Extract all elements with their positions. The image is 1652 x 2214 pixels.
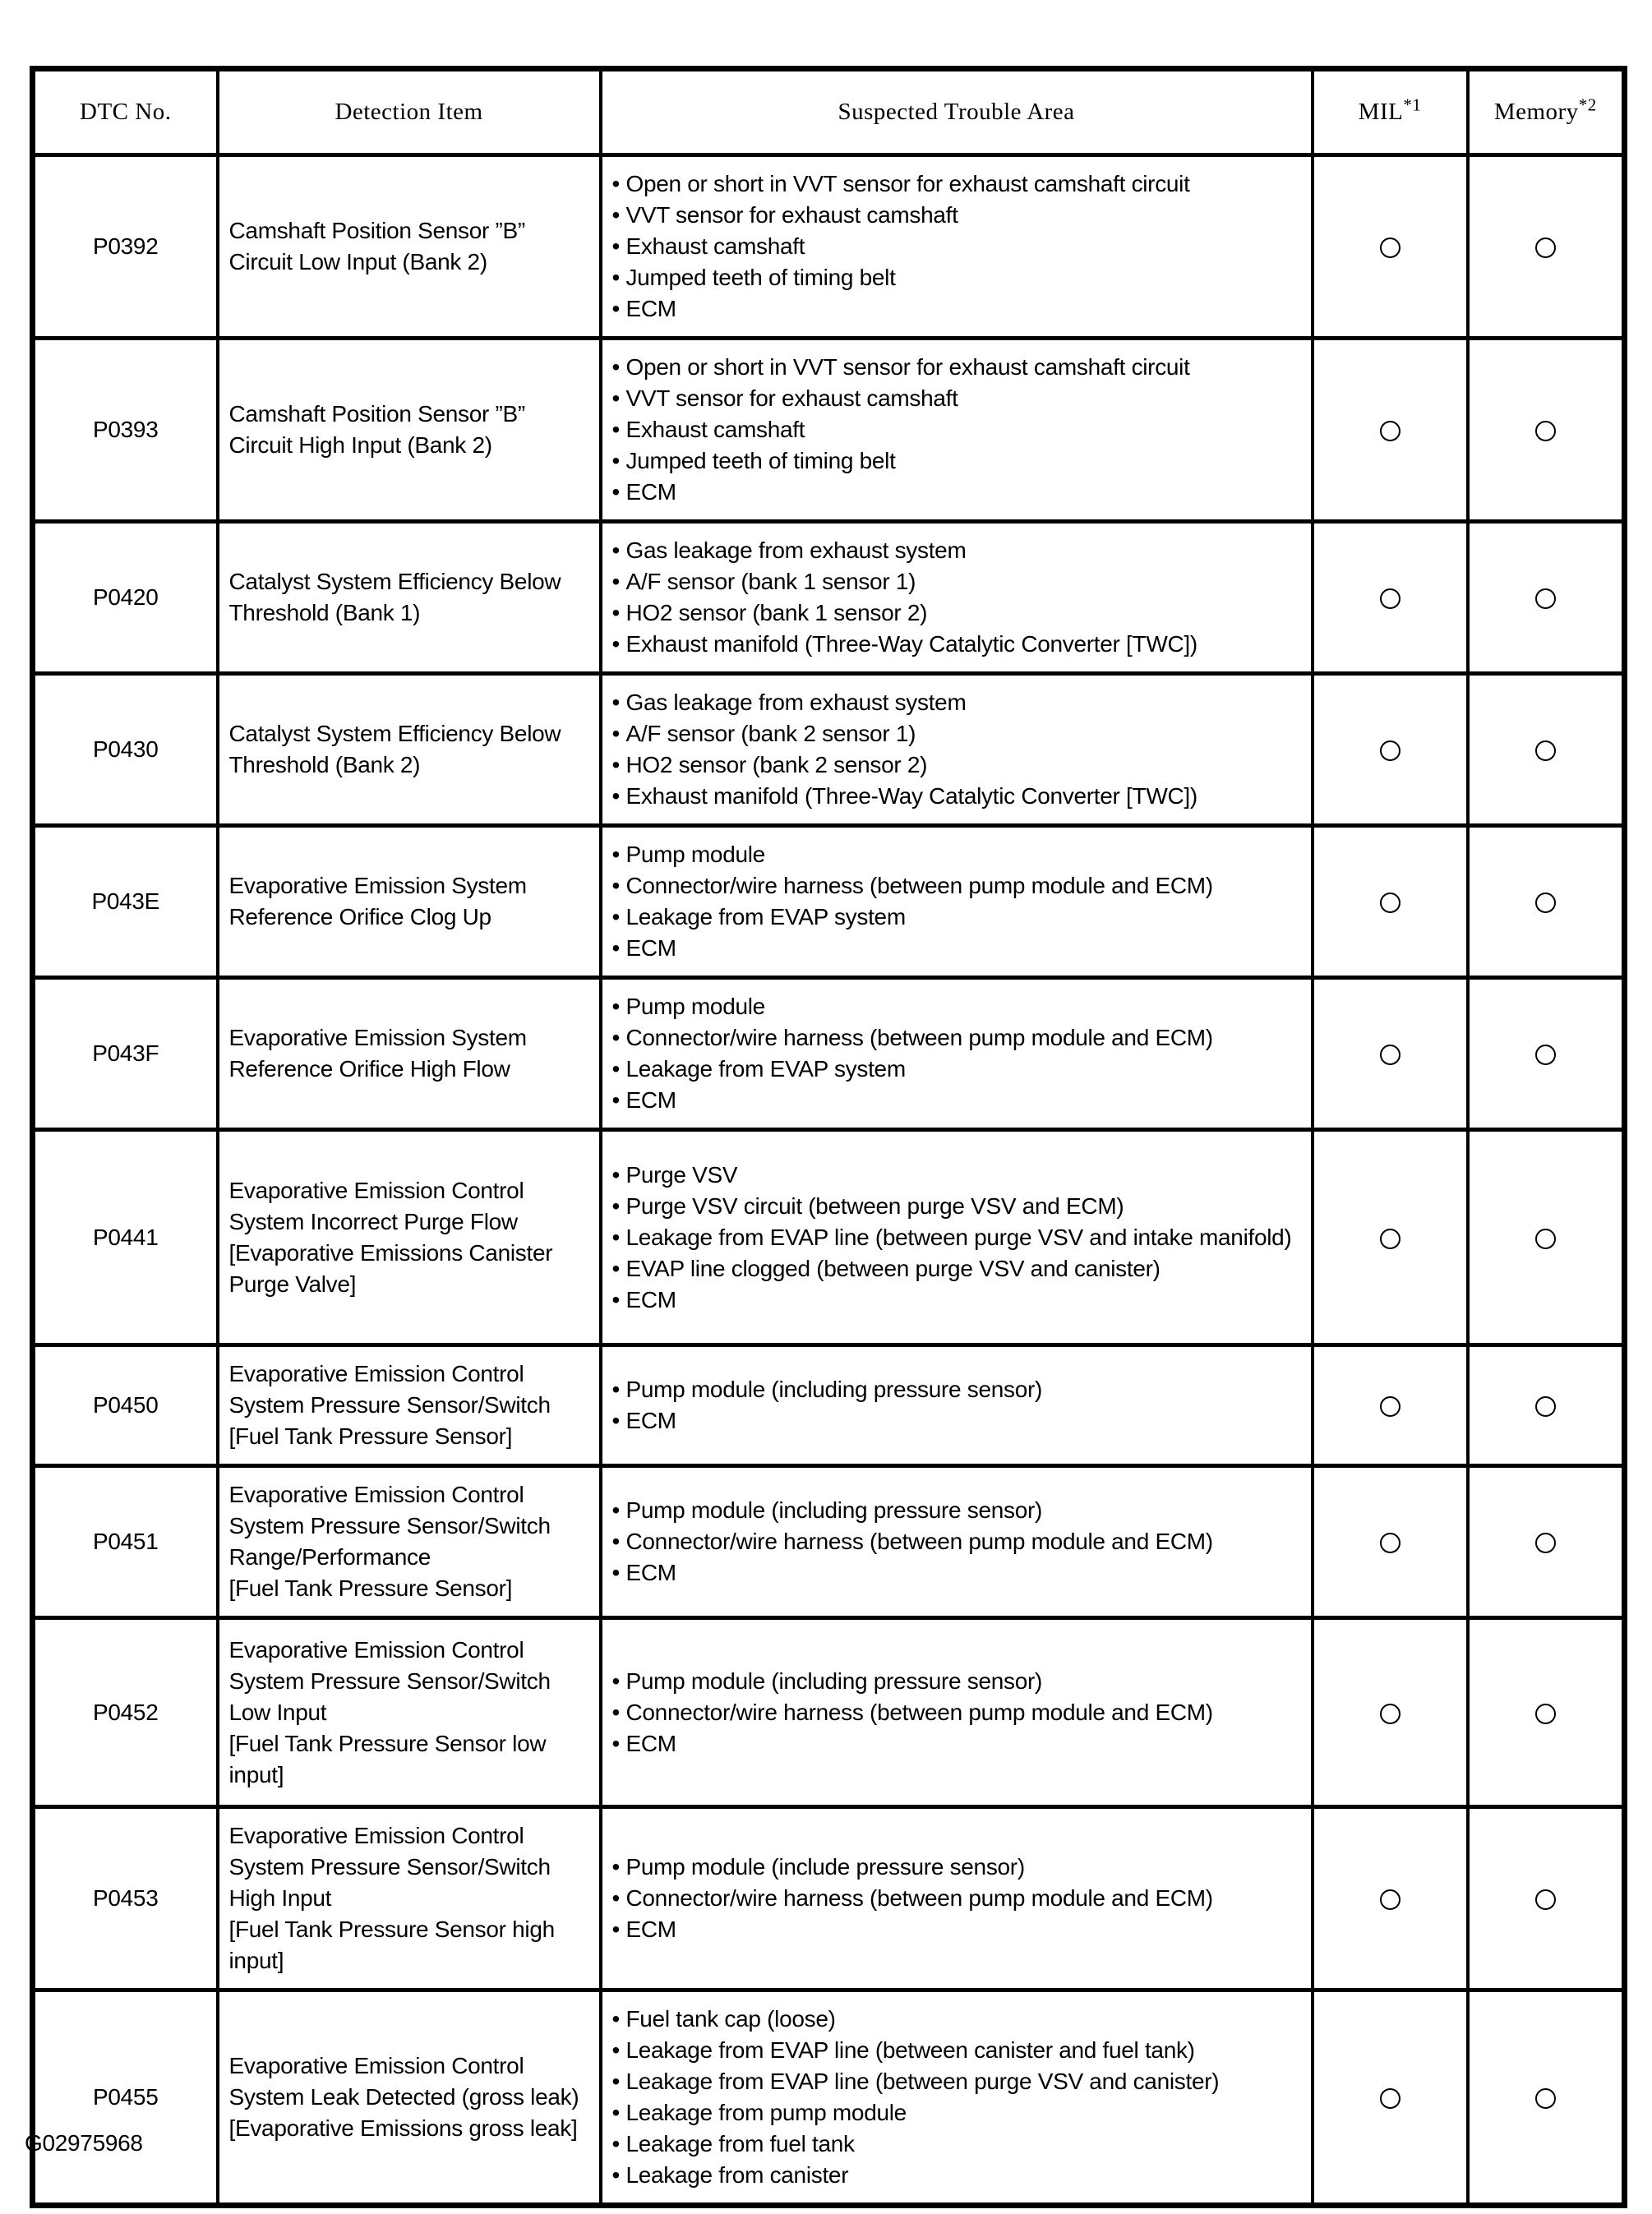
circle-mark-icon — [1380, 1704, 1401, 1724]
trouble-cell — [601, 1345, 1313, 1466]
column-header-mil — [1313, 69, 1468, 155]
circle-mark-icon — [1535, 2088, 1556, 2109]
trouble-item: • Jumped teeth of timing belt — [612, 445, 1304, 477]
column-header-suspected-trouble-area — [601, 69, 1313, 155]
trouble-item: • ECM — [612, 1405, 1304, 1437]
memory-cell — [1468, 1130, 1625, 1345]
trouble-item: • Fuel tank cap (loose) — [612, 2004, 1304, 2035]
trouble-item: • HO2 sensor (bank 2 sensor 2) — [612, 750, 1304, 781]
memory-cell — [1468, 1466, 1625, 1618]
memory-cell — [1468, 826, 1625, 978]
detection-text: Catalyst System Efficiency Below Threshold (Bank 1) — [228, 569, 561, 625]
trouble-item: • Leakage from EVAP system — [612, 902, 1304, 933]
mil-cell — [1313, 978, 1468, 1130]
trouble-item: • Pump module (including pressure sensor) — [612, 1374, 1304, 1405]
detection-item — [218, 1466, 601, 1618]
trouble-item: • Leakage from EVAP system — [612, 1054, 1304, 1085]
circle-mark-icon — [1380, 588, 1401, 609]
detection-text: [Fuel Tank Pressure Sensor] — [228, 1423, 513, 1449]
detection-item — [218, 339, 601, 522]
mil-cell — [1313, 1466, 1468, 1618]
table-row — [33, 1345, 1625, 1466]
trouble-cell — [601, 155, 1313, 339]
dtc-table-header — [33, 69, 1625, 155]
circle-mark-icon — [1535, 238, 1556, 258]
trouble-item: • HO2 sensor (bank 1 sensor 2) — [612, 597, 1304, 629]
circle-mark-icon — [1380, 893, 1401, 913]
trouble-list — [612, 2004, 1304, 2191]
table-row — [33, 1618, 1625, 1807]
trouble-list — [612, 687, 1304, 812]
memory-cell — [1468, 1345, 1625, 1466]
trouble-list — [612, 168, 1304, 325]
trouble-list — [612, 991, 1304, 1116]
circle-mark-icon — [1535, 588, 1556, 609]
mil-cell — [1313, 339, 1468, 522]
circle-mark-icon — [1380, 238, 1401, 258]
table-row — [33, 674, 1625, 826]
detection-text: [Evaporative Emissions gross leak] — [228, 2115, 578, 2141]
trouble-item: • Leakage from EVAP line (between purge VSV and canister) — [612, 2066, 1304, 2097]
trouble-item: • ECM — [612, 1914, 1304, 1945]
table-row — [33, 1466, 1625, 1618]
dtc-code: P0455 — [33, 1990, 218, 2206]
detection-item — [218, 1618, 601, 1807]
circle-mark-icon — [1535, 421, 1556, 441]
circle-mark-icon — [1380, 740, 1401, 761]
dtc-code: P0393 — [33, 339, 218, 522]
detection-text: Evaporative Emission Control System Pressure Sensor/Switch Range/Performance — [228, 1482, 551, 1570]
trouble-cell — [601, 1618, 1313, 1807]
mil-cell — [1313, 155, 1468, 339]
column-header-label: Memory — [1493, 99, 1579, 125]
trouble-cell — [601, 978, 1313, 1130]
trouble-item: • ECM — [612, 293, 1304, 325]
dtc-table — [30, 66, 1627, 2208]
trouble-cell — [601, 522, 1313, 674]
trouble-item: • Connector/wire harness (between pump module and ECM) — [612, 1526, 1304, 1557]
mil-cell — [1313, 1990, 1468, 2206]
trouble-item: • ECM — [612, 1557, 1304, 1589]
trouble-item: • Leakage from EVAP line (between purge VSV and intake manifold) — [612, 1222, 1304, 1253]
circle-mark-icon — [1380, 1533, 1401, 1553]
trouble-item: • Purge VSV circuit (between purge VSV and ECM) — [612, 1191, 1304, 1222]
trouble-item: • Exhaust camshaft — [612, 231, 1304, 262]
trouble-item: • Leakage from EVAP line (between canister and fuel tank) — [612, 2035, 1304, 2066]
mil-cell — [1313, 674, 1468, 826]
detection-item — [218, 1345, 601, 1466]
trouble-list — [612, 1666, 1304, 1760]
table-row — [33, 155, 1625, 339]
trouble-item: • Exhaust manifold (Three-Way Catalytic Converter [TWC]) — [612, 629, 1304, 660]
detection-item — [218, 1990, 601, 2206]
table-row — [33, 1990, 1625, 2206]
circle-mark-icon — [1380, 1889, 1401, 1910]
circle-mark-icon — [1535, 893, 1556, 913]
header-row — [33, 69, 1625, 155]
trouble-list — [612, 1852, 1304, 1945]
trouble-item: • Gas leakage from exhaust system — [612, 687, 1304, 718]
circle-mark-icon — [1380, 2088, 1401, 2109]
column-header-label: MIL — [1358, 99, 1404, 125]
mil-cell — [1313, 1345, 1468, 1466]
dtc-code: P043E — [33, 826, 218, 978]
detection-text: Evaporative Emission Control System Pressure Sensor/Switch Low Input — [228, 1636, 551, 1725]
trouble-item: • Pump module — [612, 991, 1304, 1022]
trouble-list — [612, 1160, 1304, 1316]
table-row — [33, 339, 1625, 522]
mil-cell — [1313, 522, 1468, 674]
mil-cell — [1313, 1807, 1468, 1990]
dtc-code: P043F — [33, 978, 218, 1130]
trouble-item: • ECM — [612, 477, 1304, 508]
table-row — [33, 522, 1625, 674]
memory-cell — [1468, 155, 1625, 339]
trouble-item: • Connector/wire harness (between pump module and ECM) — [612, 1883, 1304, 1914]
circle-mark-icon — [1380, 1229, 1401, 1249]
dtc-table-body — [33, 155, 1625, 2206]
trouble-item: • Connector/wire harness (between pump module and ECM) — [612, 870, 1304, 902]
circle-mark-icon — [1535, 740, 1556, 761]
trouble-item: • Open or short in VVT sensor for exhaust camshaft circuit — [612, 168, 1304, 200]
column-header-label: Suspected Trouble Area — [838, 99, 1075, 125]
mil-cell — [1313, 826, 1468, 978]
detection-text: Evaporative Emission Control System Pressure Sensor/Switch High Input — [228, 1823, 551, 1911]
column-header-label: DTC No. — [80, 99, 172, 125]
figure-id: G02975968 — [25, 2130, 143, 2156]
circle-mark-icon — [1535, 1889, 1556, 1910]
dtc-code: P0420 — [33, 522, 218, 674]
dtc-code: P0450 — [33, 1345, 218, 1466]
trouble-list — [612, 839, 1304, 964]
trouble-cell — [601, 339, 1313, 522]
trouble-item: • Gas leakage from exhaust system — [612, 535, 1304, 566]
trouble-cell — [601, 1130, 1313, 1345]
dtc-code: P0392 — [33, 155, 218, 339]
trouble-item: • Pump module (including pressure sensor) — [612, 1495, 1304, 1526]
circle-mark-icon — [1535, 1045, 1556, 1065]
memory-cell — [1468, 978, 1625, 1130]
trouble-item: • Pump module (include pressure sensor) — [612, 1852, 1304, 1883]
trouble-item: • Exhaust camshaft — [612, 414, 1304, 445]
dtc-code: P0453 — [33, 1807, 218, 1990]
detection-item — [218, 155, 601, 339]
trouble-item: • Leakage from canister — [612, 2160, 1304, 2191]
trouble-item: • ECM — [612, 1085, 1304, 1116]
circle-mark-icon — [1535, 1704, 1556, 1724]
memory-cell — [1468, 1807, 1625, 1990]
column-header-detection-item — [218, 69, 601, 155]
detection-text: Evaporative Emission Control System Incorrect Purge Flow — [228, 1177, 524, 1234]
trouble-cell — [601, 674, 1313, 826]
detection-item — [218, 1130, 601, 1345]
detection-text: Evaporative Emission Control System Pressure Sensor/Switch — [228, 1361, 551, 1418]
trouble-item: • VVT sensor for exhaust camshaft — [612, 200, 1304, 231]
trouble-item: • Pump module — [612, 839, 1304, 870]
detection-text: Evaporative Emission Control System Leak Detected (gross leak) — [228, 2053, 579, 2110]
trouble-cell — [601, 1807, 1313, 1990]
trouble-list — [612, 535, 1304, 660]
dtc-code: P0430 — [33, 674, 218, 826]
circle-mark-icon — [1380, 1045, 1401, 1065]
detection-text: [Fuel Tank Pressure Sensor high input] — [228, 1916, 555, 1973]
detection-text: Evaporative Emission System Reference Orifice High Flow — [228, 1025, 527, 1082]
trouble-item: • Jumped teeth of timing belt — [612, 262, 1304, 293]
circle-mark-icon — [1535, 1229, 1556, 1249]
trouble-item: • Purge VSV — [612, 1160, 1304, 1191]
table-row — [33, 978, 1625, 1130]
trouble-item: • Exhaust manifold (Three-Way Catalytic Converter [TWC]) — [612, 781, 1304, 812]
memory-cell — [1468, 1990, 1625, 2206]
dtc-code: P0441 — [33, 1130, 218, 1345]
table-row — [33, 826, 1625, 978]
trouble-item: • A/F sensor (bank 2 sensor 1) — [612, 718, 1304, 750]
trouble-item: • Open or short in VVT sensor for exhaust camshaft circuit — [612, 352, 1304, 383]
circle-mark-icon — [1380, 421, 1401, 441]
detection-item — [218, 978, 601, 1130]
trouble-item: • EVAP line clogged (between purge VSV and canister) — [612, 1253, 1304, 1285]
mil-cell — [1313, 1130, 1468, 1345]
detection-item — [218, 826, 601, 978]
trouble-list — [612, 352, 1304, 508]
footnote-marker-2: *2 — [1578, 95, 1597, 115]
circle-mark-icon — [1380, 1396, 1401, 1417]
detection-item — [218, 522, 601, 674]
memory-cell — [1468, 674, 1625, 826]
trouble-item: • VVT sensor for exhaust camshaft — [612, 383, 1304, 414]
memory-cell — [1468, 522, 1625, 674]
detection-item — [218, 1807, 601, 1990]
table-row — [33, 1807, 1625, 1990]
column-header-label: Detection Item — [335, 99, 483, 125]
circle-mark-icon — [1535, 1533, 1556, 1553]
detection-text: [Fuel Tank Pressure Sensor] — [228, 1575, 513, 1601]
trouble-item: • ECM — [612, 1285, 1304, 1316]
memory-cell — [1468, 339, 1625, 522]
detection-text: Camshaft Position Sensor ”B” Circuit Low Input (Bank 2) — [228, 218, 525, 274]
column-header-memory — [1468, 69, 1625, 155]
trouble-item: • Leakage from fuel tank — [612, 2129, 1304, 2160]
trouble-item: • ECM — [612, 933, 1304, 964]
dtc-code: P0452 — [33, 1618, 218, 1807]
trouble-list — [612, 1495, 1304, 1589]
trouble-list — [612, 1374, 1304, 1437]
trouble-item: • Connector/wire harness (between pump module and ECM) — [612, 1697, 1304, 1728]
trouble-item: • Pump module (including pressure sensor) — [612, 1666, 1304, 1697]
memory-cell — [1468, 1618, 1625, 1807]
trouble-cell — [601, 1466, 1313, 1618]
detection-text: Camshaft Position Sensor ”B” Circuit High Input (Bank 2) — [228, 401, 525, 458]
table-row — [33, 1130, 1625, 1345]
trouble-item: • A/F sensor (bank 1 sensor 1) — [612, 566, 1304, 597]
detection-text: Evaporative Emission System Reference Orifice Clog Up — [228, 873, 527, 929]
detection-text: [Evaporative Emissions Canister Purge Valve] — [228, 1239, 553, 1297]
column-header-dtc-no — [33, 69, 218, 155]
circle-mark-icon — [1535, 1396, 1556, 1417]
trouble-cell — [601, 1990, 1313, 2206]
dtc-code: P0451 — [33, 1466, 218, 1618]
detection-item — [218, 674, 601, 826]
trouble-item: • ECM — [612, 1728, 1304, 1760]
trouble-item: • Connector/wire harness (between pump module and ECM) — [612, 1022, 1304, 1054]
detection-text: Catalyst System Efficiency Below Threshold (Bank 2) — [228, 721, 561, 777]
trouble-cell — [601, 826, 1313, 978]
trouble-item: • Leakage from pump module — [612, 2097, 1304, 2129]
footnote-marker-1: *1 — [1403, 95, 1422, 115]
detection-text: [Fuel Tank Pressure Sensor low input] — [228, 1730, 547, 1787]
mil-cell — [1313, 1618, 1468, 1807]
